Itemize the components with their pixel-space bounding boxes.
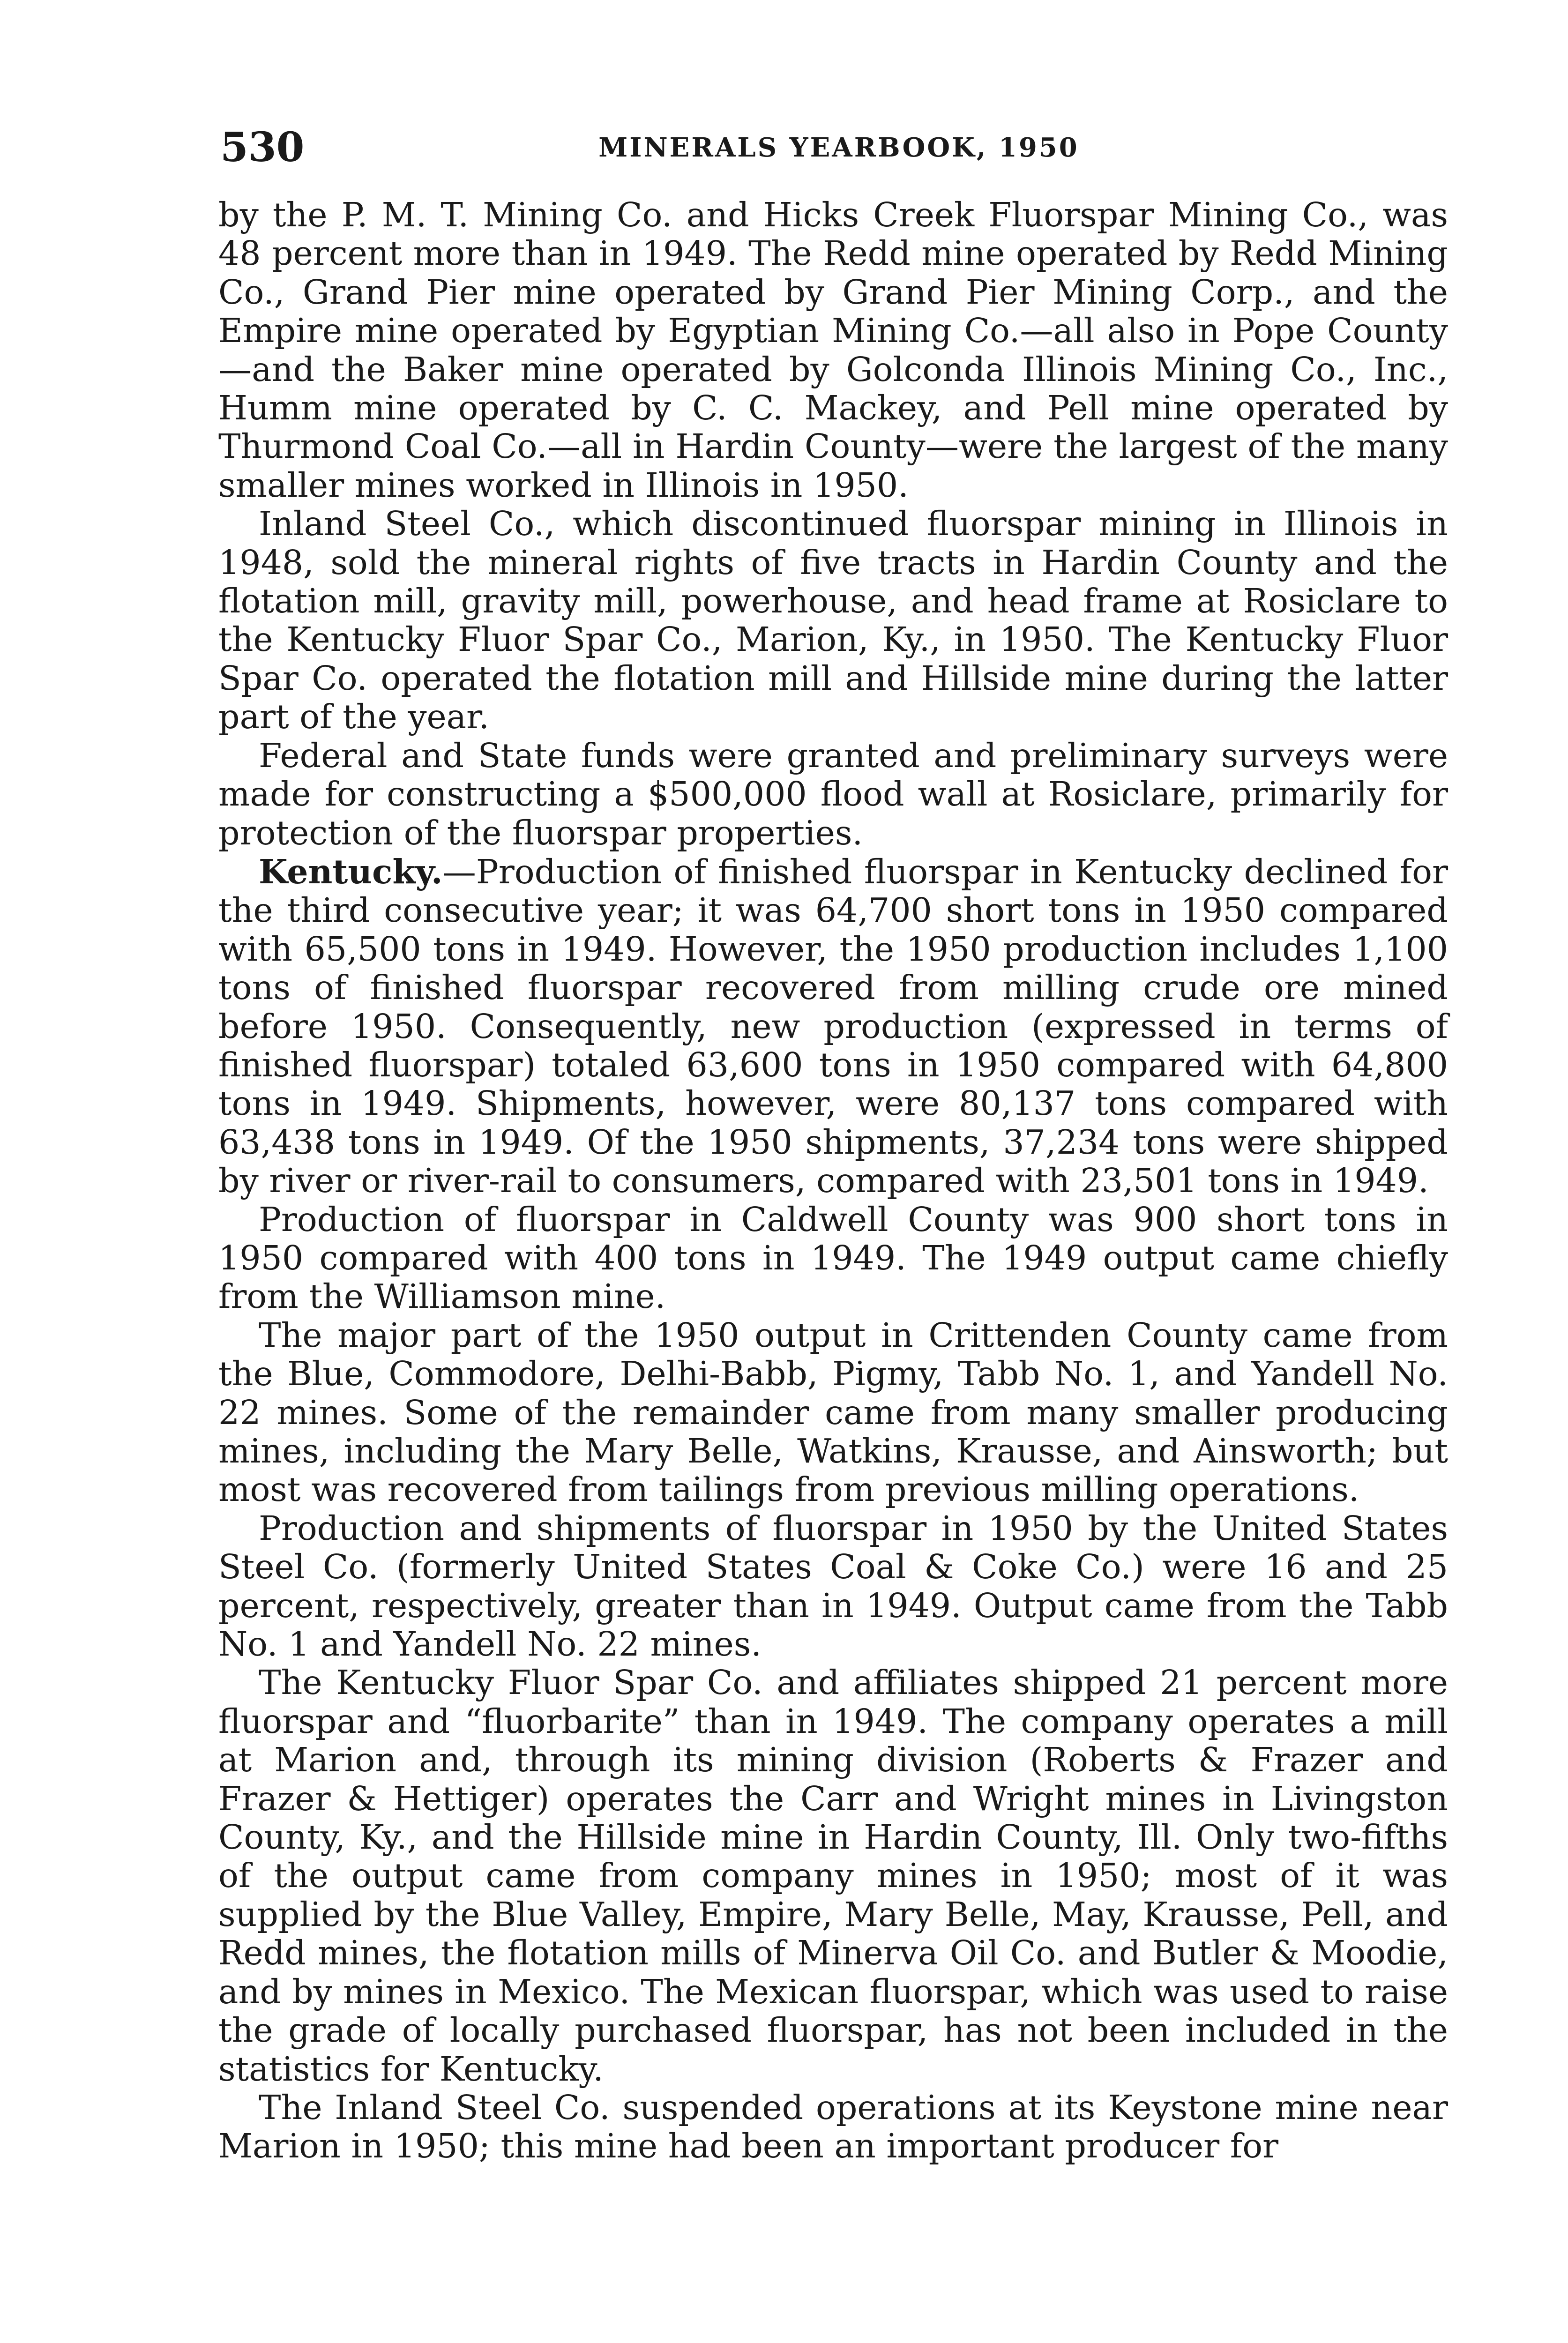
paragraph-kentucky-fluor-spar: The Kentucky Fluor Spar Co. and affiliates shipped 21 percent more fluorspar and “fluorbarite” than in 1949. The company operates a mill at Marion and, through its mining division (Roberts & Frazer and Frazer & Hettiger) operates the Carr and Wright mines in Livingston County, Ky., and the Hillside mine in Hardin County, Ill. Only two-fifths of the output came from company mines in 1950; most of it was supplied by the Blue Valley, Empire, Mary Belle, May, Krausse, Pell, and Redd mines, the flotation mills of Minerva Oil Co. and Butler & Moodie, and by mines in Mexico. The Mexican fluorspar, which was used to raise the grade of locally purchased fluorspar, has not been included in the statistics for Kentucky. xyxy=(218,1663,1448,2089)
paragraph-crittenden-county: The major part of the 1950 output in Crittenden County came from the Blue, Commodore, Delhi-Babb, Pigmy, Tabb No. 1, and Yandell No. 22 mines. Some of the remainder came from many smaller producing mines, including the Mary Belle, Watkins, Krausse, and Ainsworth; but most was recovered from tailings from previous milling operations. xyxy=(218,1315,1448,1509)
paragraph-keystone-mine: The Inland Steel Co. suspended operations at its Keystone mine near Marion in 1950; this mine had been an important producer for xyxy=(218,2088,1448,2166)
paragraph-kentucky-production-text: —Production of finished fluorspar in Kentucky declined for the third consecutive year; it was 64,700 short tons in 1950 compared with 65,500 tons in 1949. However, the 1950 production includes 1,100 tons of finished fluorspar recovered from milling crude ore mined before 1950. Consequently, new production (expressed in terms of finished fluorspar) totaled 63,600 tons in 1950 compared with 64,800 tons in 1949. Shipments, however, were 80,137 tons compared with 63,438 tons in 1949. Of the 1950 shipments, 37,234 tons were shipped by river or river-rail to consumers, compared with 23,501 tons in 1949. xyxy=(218,852,1448,1201)
paragraph-flood-wall: Federal and State funds were granted and preliminary surveys were made for constructing a $500,000 flood wall at Rosiclare, primarily for protection of the fluorspar properties. xyxy=(218,736,1448,852)
paragraph-caldwell-county: Production of fluorspar in Caldwell County was 900 short tons in 1950 compared with 400 tons in 1949. The 1949 output came chiefly from the Williamson mine. xyxy=(218,1200,1448,1316)
page-number: 530 xyxy=(220,124,305,171)
paragraph-pope-county-mines: by the P. M. T. Mining Co. and Hicks Creek Fluorspar Mining Co., was 48 percent more than in 1949. The Redd mine operated by Redd Mining Co., Grand Pier mine operated by Grand Pier Mining Corp., and the Empire mine operated by Egyptian Mining Co.—all also in Pope County—and the Baker mine operated by Golconda Illinois Mining Co., Inc., Humm mine operated by C. C. Mackey, and Pell mine operated by Thurmond Coal Co.—all in Hardin County—were the largest of the many smaller mines worked in Illinois in 1950. xyxy=(218,195,1448,505)
body-text xyxy=(218,196,1448,2166)
paragraph-us-steel: Production and shipments of fluorspar in 1950 by the United States Steel Co. (formerly United States Coal & Coke Co.) were 16 and 25 percent, respectively, greater than in 1949. Output came from the Tabb No. 1 and Yandell No. 22 mines. xyxy=(218,1508,1448,1664)
running-head xyxy=(220,122,1457,173)
section-heading-kentucky: Kentucky. xyxy=(259,851,443,891)
running-title: MINERALS YEARBOOK, 1950 xyxy=(598,132,1079,163)
paragraph-kentucky-production xyxy=(218,852,1448,1201)
paragraph-inland-steel-rosiclare: Inland Steel Co., which discontinued fluorspar mining in Illinois in 1948, sold the mineral rights of five tracts in Hardin County and the flotation mill, gravity mill, powerhouse, and head frame at Rosiclare to the Kentucky Fluor Spar Co., Marion, Ky., in 1950. The Kentucky Fluor Spar Co. operated the flotation mill and Hillside mine during the latter part of the year. xyxy=(218,504,1448,737)
